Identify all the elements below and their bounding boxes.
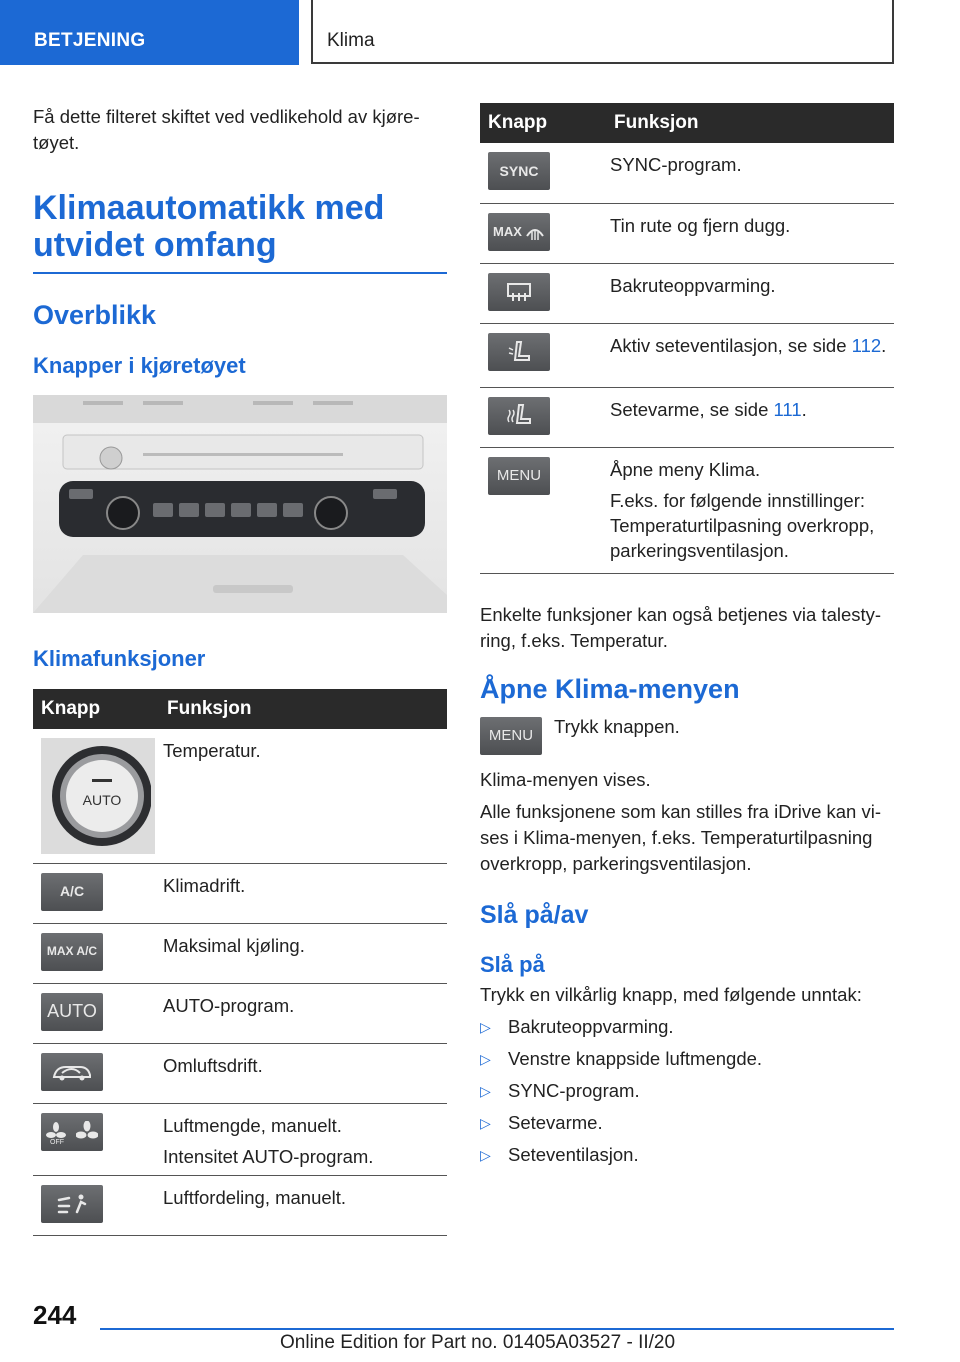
functions-heading: Klimafunksjoner xyxy=(33,646,206,671)
press-any-text: Trykk en vilkårlig knapp, med følgende unntak: xyxy=(480,983,862,1005)
right-column xyxy=(480,103,894,1168)
edition-footer: Online Edition for Part no. 01405A03527 - II/20 xyxy=(280,1332,676,1353)
seat-heating-icon xyxy=(488,397,550,435)
intro-text: Få dette filteret skiftet ved vedlikehold av kjøre-tøyet. xyxy=(33,106,420,153)
heading-rule xyxy=(33,272,447,274)
buttons-heading: Knapper i kjøretøyet xyxy=(33,353,246,378)
table-row xyxy=(33,983,447,1043)
left-function-table xyxy=(33,689,447,1236)
knob-label: AUTO xyxy=(82,792,122,808)
voice-control-note: Enkelte funksjoner kan også betjenes via talesty-ring, f.eks. Temperatur. xyxy=(480,603,882,651)
page-link-111[interactable]: 111 xyxy=(773,398,802,420)
control-panel-photo xyxy=(33,395,447,613)
function-text-suffix: . xyxy=(881,334,887,356)
triangle-bullet-icon: ▷ xyxy=(480,1018,491,1035)
list-item-text: SYNC-program. xyxy=(508,1079,640,1101)
table-row xyxy=(33,863,447,923)
sync-icon: SYNC xyxy=(488,152,550,190)
press-menu-row xyxy=(480,717,894,755)
press-button-text: Trykk knappen. xyxy=(554,715,680,737)
overview-heading: Overblikk xyxy=(33,300,157,330)
table-row xyxy=(480,323,894,387)
idrive-functions-text: Alle funksjonene som kan stilles fra iDrive kan vi-ses i Klima-menyen, f.eks. Temperaturtilpasning overkropp, parkeringsventilasjon. xyxy=(480,800,881,874)
table-header-row xyxy=(480,103,894,143)
function-text: Luftfordeling, manuelt. xyxy=(159,1175,447,1235)
table-row xyxy=(480,263,894,323)
list-item-text: Setevarme. xyxy=(508,1111,603,1133)
col-function-header: Funksjon xyxy=(159,689,447,729)
fan-icon xyxy=(41,1113,103,1151)
table-row xyxy=(33,1043,447,1103)
function-subtext: F.eks. for følgende innstillinger: Temperaturtilpasning overkropp, parkeringsventilasjon. xyxy=(610,489,875,561)
max-defrost-icon xyxy=(488,213,550,251)
table-row xyxy=(480,143,894,203)
chapter-label: Klima xyxy=(327,30,375,51)
menu-button-icon: MENU xyxy=(480,717,542,755)
table-row xyxy=(33,923,447,983)
list-item-text: Seteventilasjon. xyxy=(508,1143,639,1165)
page-link-112[interactable]: 112 xyxy=(851,334,882,356)
function-text-suffix: . xyxy=(801,398,807,420)
table-row xyxy=(33,1103,447,1175)
right-function-table xyxy=(480,103,894,574)
section-tab xyxy=(0,0,299,65)
function-text: Omluftsdrift. xyxy=(159,1043,447,1103)
seat-ventilation-icon xyxy=(488,333,550,371)
function-subtext: Intensitet AUTO-program. xyxy=(163,1145,374,1167)
exceptions-list xyxy=(480,1014,894,1168)
function-text-main: Setevarme, se side xyxy=(610,398,774,420)
list-item-text: Bakruteoppvarming. xyxy=(508,1015,674,1037)
rear-defrost-icon xyxy=(488,273,550,311)
function-text: Temperatur. xyxy=(159,729,447,863)
section-label: BETJENING xyxy=(34,30,146,51)
page-number: 244 xyxy=(33,1300,77,1330)
triangle-bullet-icon: ▷ xyxy=(480,1082,491,1099)
function-text: Klimadrift. xyxy=(159,863,447,923)
function-text: Luftmengde, manuelt. xyxy=(163,1114,342,1136)
footer-rule xyxy=(100,1328,894,1330)
function-text: Maksimal kjøling. xyxy=(159,923,447,983)
switch-on-heading: Slå på xyxy=(480,951,545,977)
function-text: Tin rute og fjern dugg. xyxy=(606,203,894,263)
col-button-header: Knapp xyxy=(480,103,606,143)
air-distribution-icon xyxy=(41,1185,103,1223)
col-function-header: Funksjon xyxy=(606,103,894,143)
list-item-text: Venstre knappside luftmengde. xyxy=(508,1047,763,1069)
triangle-bullet-icon: ▷ xyxy=(480,1050,491,1067)
list-item xyxy=(480,1014,894,1040)
list-item xyxy=(480,1078,894,1104)
table-row xyxy=(480,387,894,447)
function-text xyxy=(606,323,894,387)
list-item xyxy=(480,1046,894,1072)
table-row xyxy=(480,447,894,573)
menu-icon: MENU xyxy=(488,457,550,495)
triangle-bullet-icon: ▷ xyxy=(480,1146,491,1163)
function-text xyxy=(606,387,894,447)
col-button-header: Knapp xyxy=(33,689,159,729)
function-text: Åpne meny Klima. xyxy=(610,458,761,480)
main-heading: Klimaautomatikk med utvidet omfang xyxy=(33,189,385,264)
left-column xyxy=(33,104,447,1236)
function-text-main: Aktiv seteventilasjon, se side xyxy=(610,334,852,356)
fan-off-label: OFF xyxy=(50,1139,64,1146)
table-row xyxy=(33,1175,447,1235)
recirculation-icon xyxy=(41,1053,103,1091)
temperature-knob-icon xyxy=(41,738,155,854)
list-item xyxy=(480,1110,894,1136)
auto-icon: AUTO xyxy=(41,993,103,1031)
menu-shown-text: Klima-menyen vises. xyxy=(480,768,651,790)
function-text: AUTO-program. xyxy=(159,983,447,1043)
open-menu-heading: Åpne Klima-menyen xyxy=(480,673,740,704)
table-row xyxy=(480,203,894,263)
chapter-header xyxy=(311,0,894,64)
ac-icon: A/C xyxy=(41,873,103,911)
function-text: SYNC-program. xyxy=(606,143,894,203)
max-ac-icon: MAX A/C xyxy=(41,933,103,971)
on-off-heading: Slå på/av xyxy=(480,900,589,929)
max-defrost-label: MAX xyxy=(493,224,522,239)
table-header-row xyxy=(33,689,447,729)
list-item xyxy=(480,1142,894,1168)
function-text: Bakruteoppvarming. xyxy=(606,263,894,323)
table-row xyxy=(33,729,447,863)
triangle-bullet-icon: ▷ xyxy=(480,1114,491,1131)
